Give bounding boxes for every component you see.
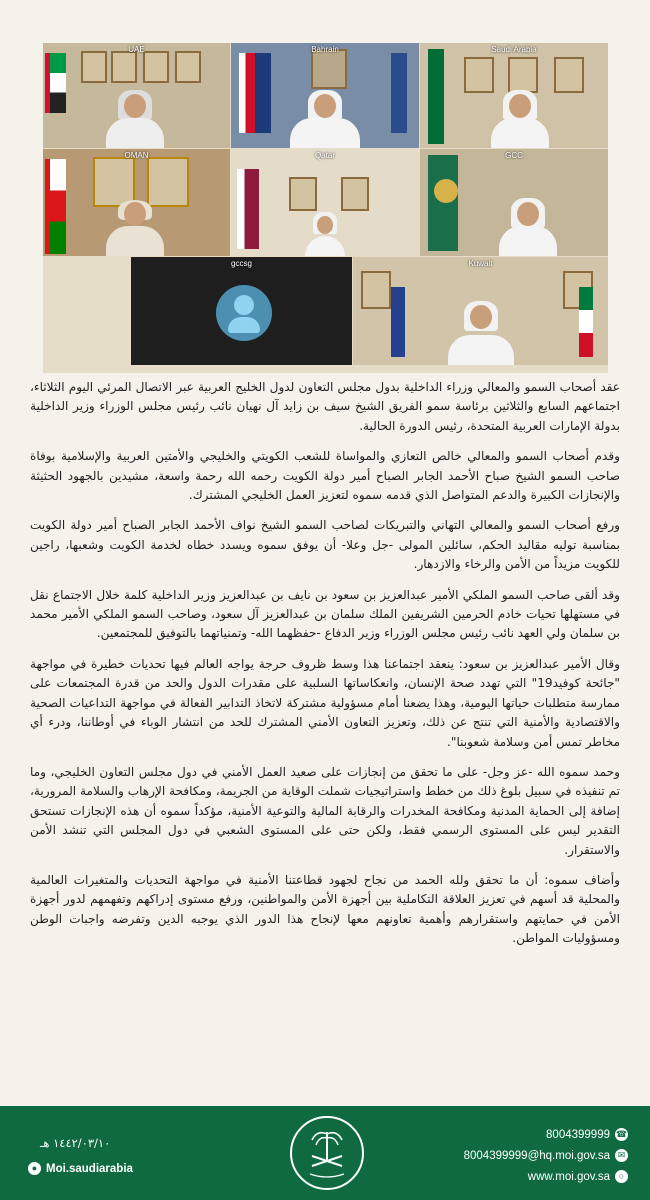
tile-gccsg — [131, 257, 352, 365]
paragraph: وحمد سموه الله -عز وجل- على ما تحقق من إنجازات على صعيد العمل الأمني في دول مجلس التعاون الخليجي، وما تم تنفيذه في سبيل بلوغ ذلك من خطط واستراتيجيات شملت الوقاية من الجريمة، ومكافحة الإرهاب والسلامة المرورية، إضافة إلى الحماية المدنية ومكافحة المخدرات والرقابة المالية والتوعية الأمنية، مؤكداً سموه أن هذه الإنجازات تستحق التقدير ليس على المستوى الرسمي فقط، ولكن حتى على المستوى الشعبي في دول المجلس التي تنشد الأمن والاستقرار. — [30, 764, 620, 857]
paragraph: وأضاف سموه: أن ما تحقق ولله الحمد من نجاح لجهود قطاعتنا الأمنية في مواجهة التحديات والمتغيرات العالمية والمحلية قد أسهم في تعزيز العلاقة التكاملية بين أجهزة الأمن والمواطنين، ورفع مستوى إدراكهم وتفهمهم لدور أجهزة الأمن في حمايتهم واستقرارهم وأهمية تعاونهم معها لإنجاح هذا الدور الذي يوجبه الدين وتفرضه واجبات الوطن ومسؤوليات المواطن. — [30, 872, 620, 946]
palm-swords-icon — [292, 1118, 362, 1188]
footer — [0, 1106, 650, 1200]
email-address[interactable]: 8004399999@hq.moi.gov.sa — [463, 1149, 610, 1162]
paragraph: وقال الأمير عبدالعزيز بن سعود: ينعقد اجتماعنا هذا وسط ظروف حرجة يواجه العالم فيها تحديات خطيرة في مواجهة "جائحة كوفيد19" التي تهدد صحة الإنسان، وانعكاساتها السلبية على مقدرات الدول والحد من قدرة المجتمعات على ممارسة متطلبات حياتها اليومية، وهذا يضعنا أمام مسؤولية مشتركة لاتخاذ التدابير الفعالة في مواجهة التداعيات الصحية والاقتصادية والأمنية التي تنتج عن ذلك، وتعزيز التعاون الأمني المشترك للحد من انتشار الوباء في أوطاننا، ودرء أي مخاطر تمس أمن وسلامة شعوبنا". — [30, 656, 620, 749]
paragraph: وقد ألقى صاحب السمو الملكي الأمير عبدالعزيز بن سعود بن نايف بن عبدالعزيز وزير الداخلية كلمة خلال الاجتماع نقل في مستهلها تحيات خادم الحرمين الشريفين الملك سلمان بن عبدالعزيز آل سعود، وصاحب السمو الملكي الأمير محمد بن سلمان ولي العهد نائب رئيس مجلس الوزراء وزير الدفاع -حفظهما الله- وتمنياتهما بالتوفيق للمجتمعين. — [30, 587, 620, 641]
tile-bahrain — [231, 43, 419, 148]
label-gccsg: gccsg — [231, 259, 252, 268]
tile-uae — [43, 43, 230, 148]
label-oman: OMAN — [124, 151, 149, 160]
label-qatar: Qatar — [314, 151, 335, 160]
tile-gcc — [420, 149, 608, 256]
date-row — [40, 1136, 110, 1150]
email-icon: ✉ — [615, 1149, 628, 1162]
snapchat-row[interactable] — [28, 1162, 133, 1175]
label-kuwait: Kuwait — [468, 259, 493, 268]
article-body — [30, 378, 620, 960]
hijri-date: ١٤٤٢/٠٣/١٠ هـ — [40, 1136, 111, 1150]
tile-oman — [43, 149, 230, 256]
tile-kuwait — [353, 257, 608, 365]
tile-qatar — [231, 149, 419, 256]
snapchat-icon: ● — [28, 1162, 41, 1175]
label-bahrain: Bahrain — [311, 45, 339, 54]
website-row[interactable] — [528, 1170, 628, 1183]
email-row[interactable] — [464, 1149, 628, 1162]
paragraph: ورفع أصحاب السمو والمعالي التهاني والتبريكات لصاحب السمو الشيخ نواف الأحمد الجابر الصباح أمير دولة الكويت بمناسبة توليه مقاليد الحكم، سائلين المولى -جل وعلا- أن يوفق سموه ويسدد خطاه لخدمة الكويت وشعبها، راجين للكويت مزيداً من الأمن والرخاء والازدهار. — [30, 518, 620, 572]
label-gcc: GCC — [505, 151, 523, 160]
label-saudi: Saudi Arabia — [491, 45, 537, 54]
phone-row[interactable] — [546, 1128, 628, 1141]
ministry-emblem — [290, 1116, 364, 1190]
video-conference-image — [43, 43, 608, 373]
tile-saudi — [420, 43, 608, 148]
paragraph: وقدم أصحاب السمو والمعالي خالص التعازي والمواساة للشعب الكويتي والخليجي والأمتين العربية والإسلامية بوفاة صاحب السمو الشيخ صباح الأحمد الجابر الصباح أمير دولة الكويت رحمه الله رحمة واسعة، مشيدين بالجهود الحثيثة والإنجازات الكبيرة والدعم المتواصل الذي قدمه سموه لتعزيز العمل الخليجي المشترك. — [30, 449, 620, 503]
phone-number[interactable]: 8004399999 — [546, 1128, 610, 1141]
snapchat-handle[interactable]: Moi.saudiarabia — [46, 1162, 133, 1175]
website-url[interactable]: www.moi.gov.sa — [527, 1170, 610, 1183]
user-avatar-icon — [216, 285, 272, 341]
phone-icon: ☎ — [615, 1129, 628, 1139]
label-uae: UAE — [128, 45, 145, 54]
globe-icon: ○ — [615, 1170, 628, 1183]
paragraph: عقد أصحاب السمو والمعالي وزراء الداخلية بدول مجلس التعاون لدول الخليج العربية عبر الاتصال المرئي اليوم الثلاثاء، اجتماعهم السابع والثلاثين برئاسة سمو الفريق الشيخ سيف بن زايد آل نهيان نائب رئيس مجلس الوزراء وزير الداخلية بدولة الإمارات العربية المتحدة، رئيس الدورة الحالية. — [30, 380, 620, 433]
